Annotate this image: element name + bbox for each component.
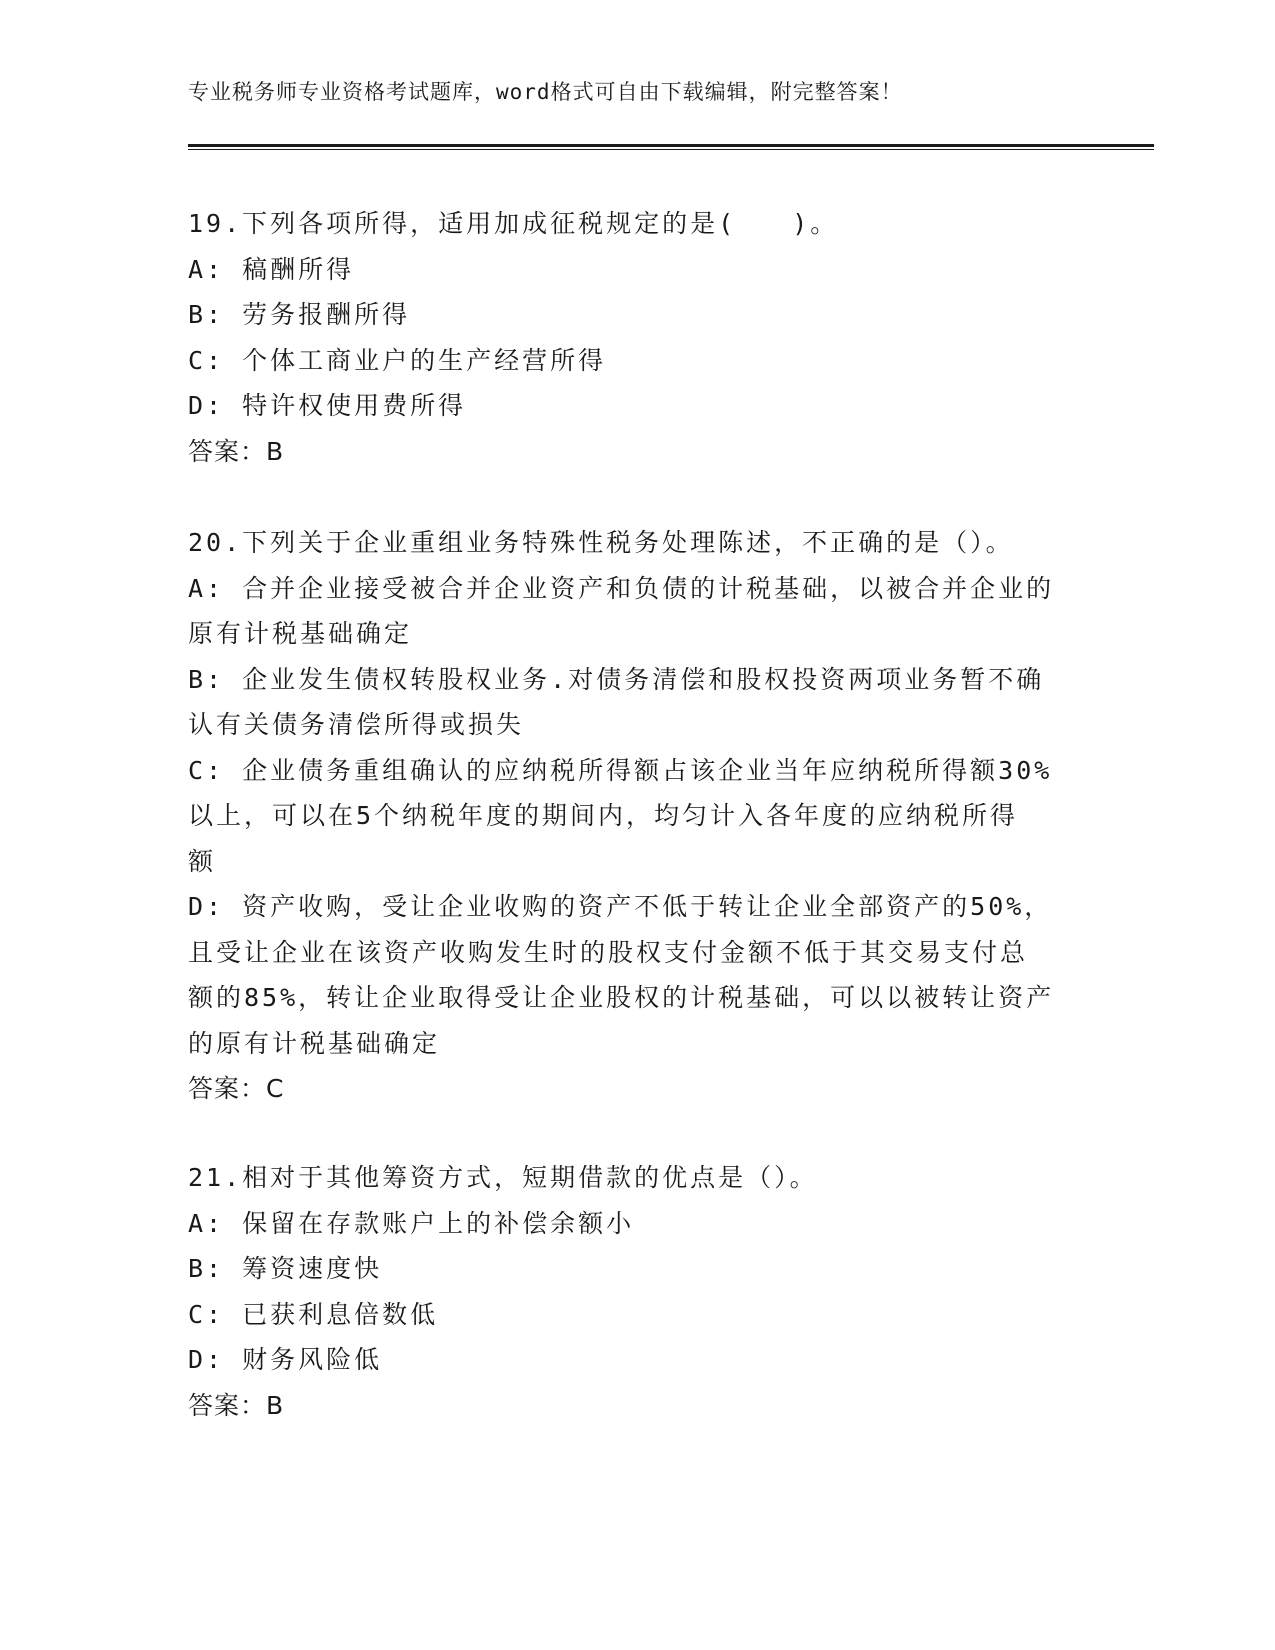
option-line: 认有关债务清偿所得或损失 <box>188 710 525 739</box>
option-b <box>188 657 1108 748</box>
option-c <box>188 1292 1108 1338</box>
option-line: C: 企业债务重组确认的应纳税所得额占该企业当年应纳税所得额30% <box>188 755 1053 785</box>
page-header: 专业税务师专业资格考试题库，word格式可自由下载编辑，附完整答案！ <box>188 80 903 104</box>
option-line: A: 稿酬所得 <box>188 254 355 284</box>
question-21 <box>188 1155 1108 1428</box>
option-line: B: 企业发生债权转股权业务.对债务清偿和股权投资两项业务暂不确 <box>188 664 1045 694</box>
question-19 <box>188 201 1108 474</box>
header-divider <box>188 144 1154 150</box>
answer-line: 答案：C <box>188 1074 285 1103</box>
question-stem: 21.相对于其他筹资方式，短期借款的优点是（）。 <box>188 1163 818 1192</box>
option-line: C: 个体工商业户的生产经营所得 <box>188 345 607 375</box>
option-b <box>188 292 1108 338</box>
option-line: 以上，可以在5个纳税年度的期间内，均匀计入各年度的应纳税所得 <box>188 801 1019 830</box>
option-line: A: 保留在存款账户上的补偿余额小 <box>188 1208 635 1238</box>
option-a <box>188 566 1108 657</box>
option-line: B: 劳务报酬所得 <box>188 300 411 329</box>
option-line: 且受让企业在该资产收购发生时的股权支付金额不低于其交易支付总 <box>188 937 1029 967</box>
question-stem: 20.下列关于企业重组业务特殊性税务处理陈述，不正确的是（）。 <box>188 528 1014 557</box>
option-c <box>188 748 1108 885</box>
question-20 <box>188 520 1108 1112</box>
option-d <box>188 383 1108 429</box>
option-d <box>188 1337 1108 1383</box>
option-line: 额 <box>188 846 217 876</box>
answer-line: 答案：B <box>188 436 285 466</box>
option-a <box>188 247 1108 293</box>
option-line: B: 筹资速度快 <box>188 1254 383 1283</box>
option-b <box>188 1246 1108 1292</box>
question-stem: 19.下列各项所得，适用加成征税规定的是( )。 <box>188 209 839 238</box>
option-line: A: 合并企业接受被合并企业资产和负债的计税基础，以被合并企业的 <box>188 573 1055 603</box>
option-a <box>188 1201 1108 1247</box>
option-c <box>188 338 1108 384</box>
option-line: 额的85%，转让企业取得受让企业股权的计税基础，可以以被转让资产 <box>188 983 1055 1012</box>
answer-line: 答案：B <box>188 1390 285 1420</box>
option-line: D: 资产收购，受让企业收购的资产不低于转让企业全部资产的50%， <box>188 892 1053 921</box>
option-line: D: 特许权使用费所得 <box>188 391 467 420</box>
option-line: D: 财务风险低 <box>188 1345 383 1374</box>
option-line: C: 已获利息倍数低 <box>188 1299 439 1329</box>
option-line: 原有计税基础确定 <box>188 619 413 648</box>
option-d <box>188 884 1108 1066</box>
option-line: 的原有计税基础确定 <box>188 1028 441 1058</box>
